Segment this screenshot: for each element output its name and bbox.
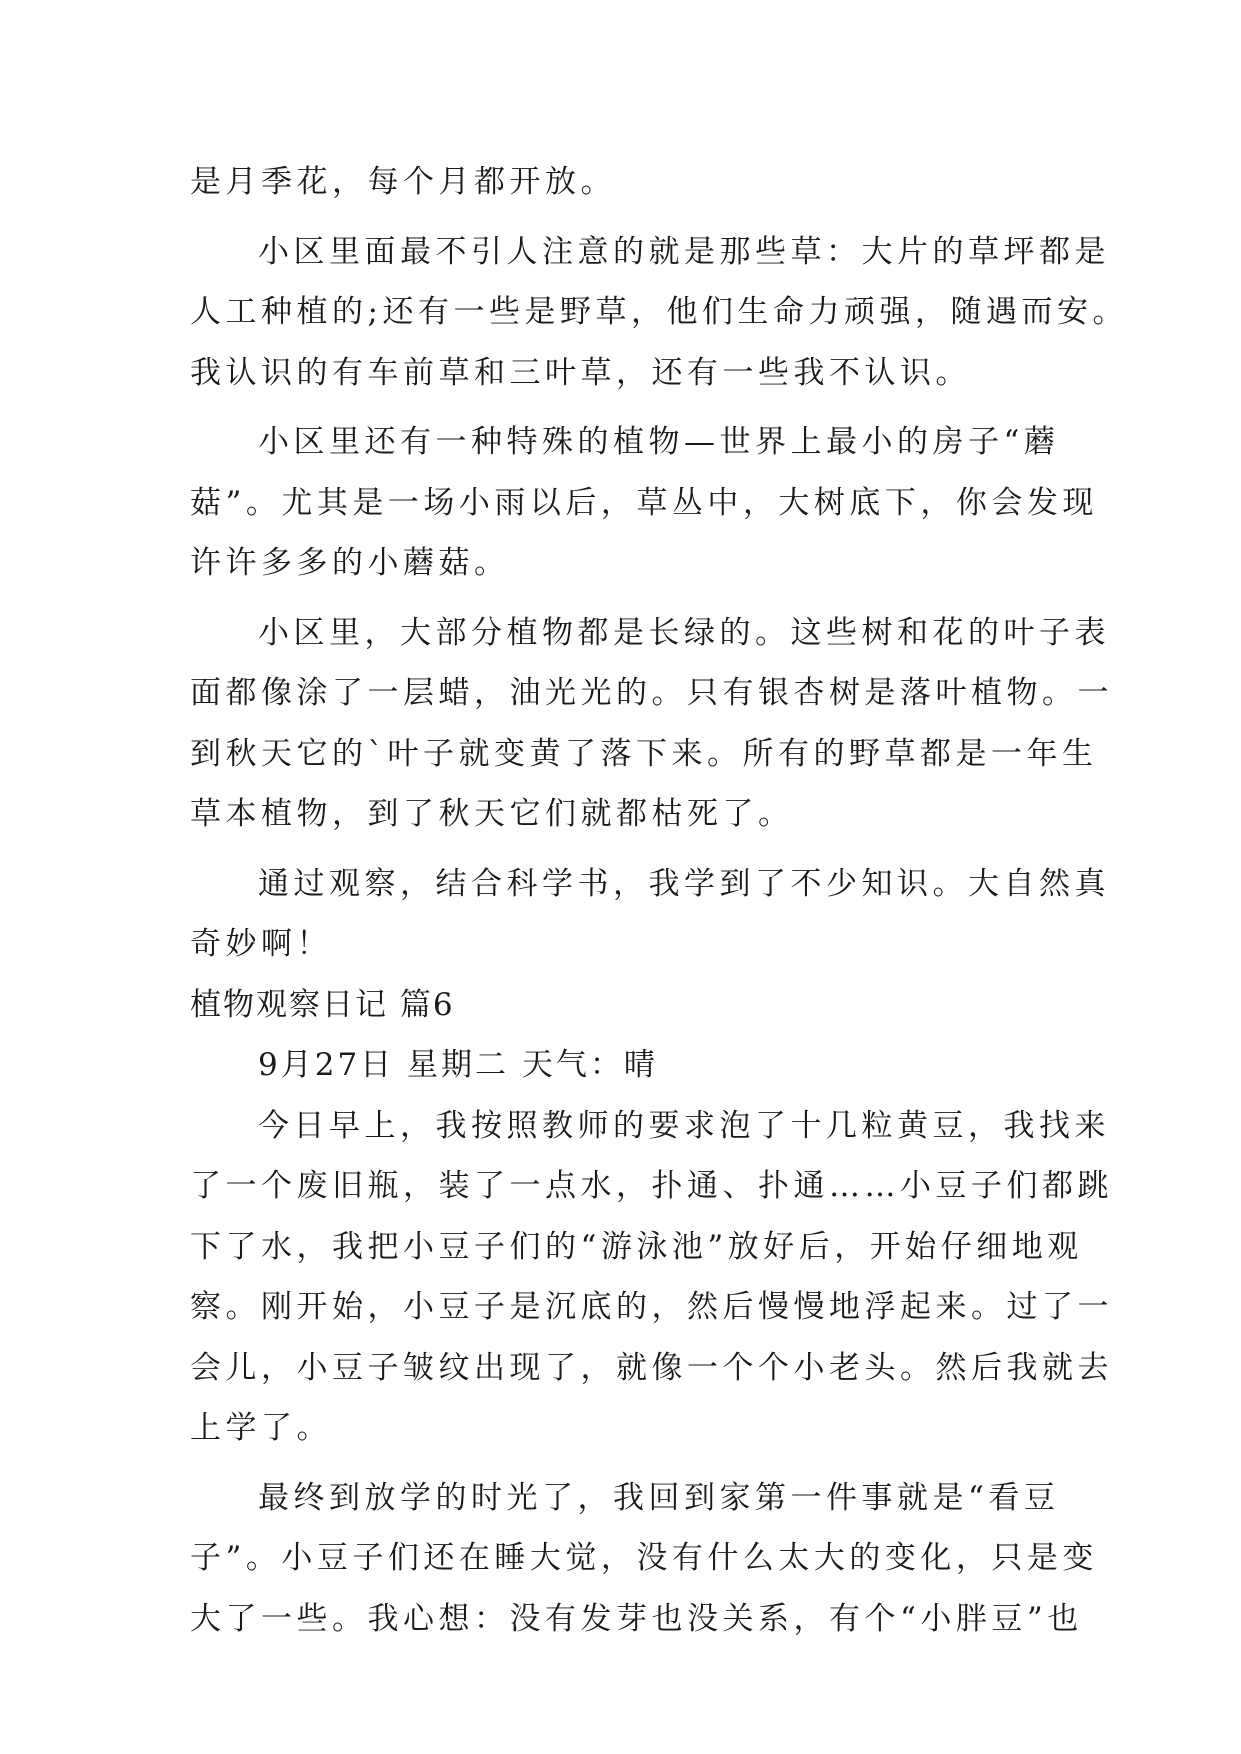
paragraph-line: 小区里，大部分植物都是长绿的。这些树和花的叶子表 bbox=[258, 614, 1110, 651]
paragraph-line: 会儿，小豆子皱纹出现了，就像一个个小老头。然后我就去 bbox=[190, 1349, 1113, 1386]
paragraph-line: 今日早上，我按照教师的要求泡了十几粒黄豆，我找来 bbox=[258, 1107, 1110, 1144]
document-body bbox=[190, 152, 1128, 1649]
diary-date-line: 9月27日 星期二 天气：晴 bbox=[258, 1047, 658, 1083]
paragraph-line: 菇”。尤其是一场小雨以后，草丛中，大树底下，你会发现 bbox=[190, 484, 1098, 521]
paragraph-line: 小区里还有一种特殊的植物—世界上最小的房子“蘑 bbox=[258, 424, 1060, 460]
paragraph-line: 草本植物，到了秋天它们就都枯死了。 bbox=[190, 796, 794, 832]
paragraph-line: 大了一些。我心想：没有发芽也没关系，有个“小胖豆”也 bbox=[190, 1600, 1083, 1637]
paragraph-line: 许许多多的小蘑菇。 bbox=[190, 545, 510, 581]
paragraph-line: 面都像涂了一层蜡，油光光的。只有银杏树是落叶植物。一 bbox=[190, 675, 1113, 711]
paragraph-line: 是月季花，每个月都开放。 bbox=[190, 164, 616, 200]
paragraph-line: 子”。小豆子们还在睡大觉，没有什么太大的变化，只是变 bbox=[190, 1540, 1098, 1576]
paragraph-line: 到秋天它的`叶子就变黄了落下来。所有的野草都是一年生 bbox=[190, 735, 1098, 772]
paragraph-line: 察。刚开始，小豆子是沉底的，然后慢慢地浮起来。过了一 bbox=[190, 1289, 1113, 1325]
paragraph-line: 了一个废旧瓶，装了一点水，扑通、扑通……小豆子们都跳 bbox=[190, 1168, 1113, 1204]
paragraph-line: 下了水，我把小豆子们的“游泳池”放好后，开始仔细地观 bbox=[190, 1228, 1083, 1265]
section-heading: 植物观察日记 篇6 bbox=[190, 986, 455, 1023]
paragraph-line: 最终到放学的时光了，我回到家第一件事就是“看豆 bbox=[258, 1479, 1060, 1516]
paragraph-line: 人工种植的;还有一些是野草，他们生命力顽强，随遇而安。 bbox=[190, 294, 1128, 330]
paragraph-line: 小区里面最不引人注意的就是那些草：大片的草坪都是 bbox=[258, 233, 1110, 270]
paragraph-line: 奇妙啊！ bbox=[190, 926, 332, 962]
paragraph-line: 通过观察，结合科学书，我学到了不少知识。大自然真 bbox=[258, 865, 1110, 902]
paragraph-line: 我认识的有车前草和三叶草，还有一些我不认识。 bbox=[190, 354, 971, 391]
paragraph-line: 上学了。 bbox=[190, 1410, 332, 1446]
